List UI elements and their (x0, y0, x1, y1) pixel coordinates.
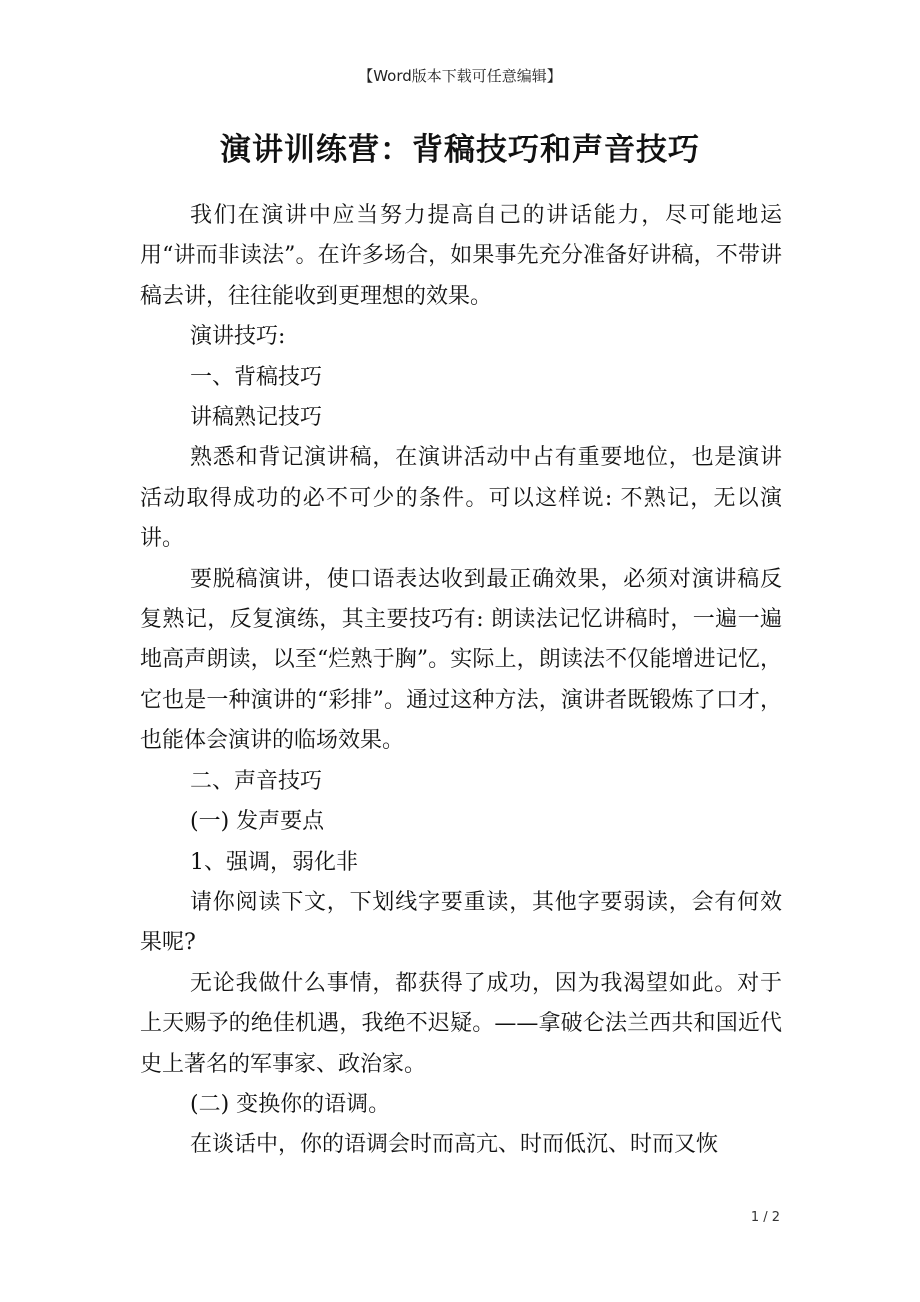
paragraph-reading-method: 要脱稿演讲，使口语表达收到最正确效果，必须对演讲稿反复熟记，反复演练，其主要技巧有: 朗读法记忆讲稿时，一遍一遍地高声朗读，以至“烂熟于胸”。实际上，朗读法不仅能增进记忆，它也是一种演讲的“彩排”。通过这种方法，演讲者既锻炼了口才，也能体会演讲的临场效果。 (140, 566, 782, 754)
subheading-manuscript: 讲稿熟记技巧 (190, 405, 323, 431)
subheading-intonation: (二) 变换你的语调。 (190, 1091, 391, 1117)
document-body (140, 196, 782, 1166)
section-heading-voice: 二、声音技巧 (190, 768, 323, 794)
paragraph-skills-heading: 演讲技巧: (190, 324, 286, 350)
item-emphasis: 1、强调，弱化非 (190, 849, 358, 875)
paragraph-exercise: 请你阅读下文，下划线字要重读，其他字要弱读，会有何效果呢? (140, 889, 782, 956)
section-heading-memorization: 一、背稿技巧 (190, 364, 323, 390)
paragraph-quote: 无论我做什么事情，都获得了成功，因为我渴望如此。对于上天赐予的绝佳机遇，我绝不迟疑。——拿破仑法兰西共和国近代史上著名的军事家、政治家。 (140, 970, 782, 1077)
paragraph-intonation: 在谈话中，你的语调会时而高亢、时而低沉、时而又恢 (190, 1132, 719, 1158)
document-title: 演讲训练营：背稿技巧和声音技巧 (220, 132, 700, 168)
subheading-voice-points: (一) 发声要点 (190, 809, 325, 835)
paragraph-intro: 我们在演讲中应当努力提高自己的讲话能力，尽可能地运用“讲而非读法”。在许多场合，如果事先充分准备好讲稿，不带讲稿去讲，往往能收到更理想的效果。 (140, 203, 782, 309)
page-number: 1 / 2 (750, 1210, 780, 1225)
paragraph-memorize-importance: 熟悉和背记演讲稿，在演讲活动中占有重要地位，也是演讲活动取得成功的必不可少的条件。可以这样说: 不熟记，无以演讲。 (140, 445, 782, 552)
download-banner: 【Word版本下载可任意编辑】 (358, 67, 562, 85)
